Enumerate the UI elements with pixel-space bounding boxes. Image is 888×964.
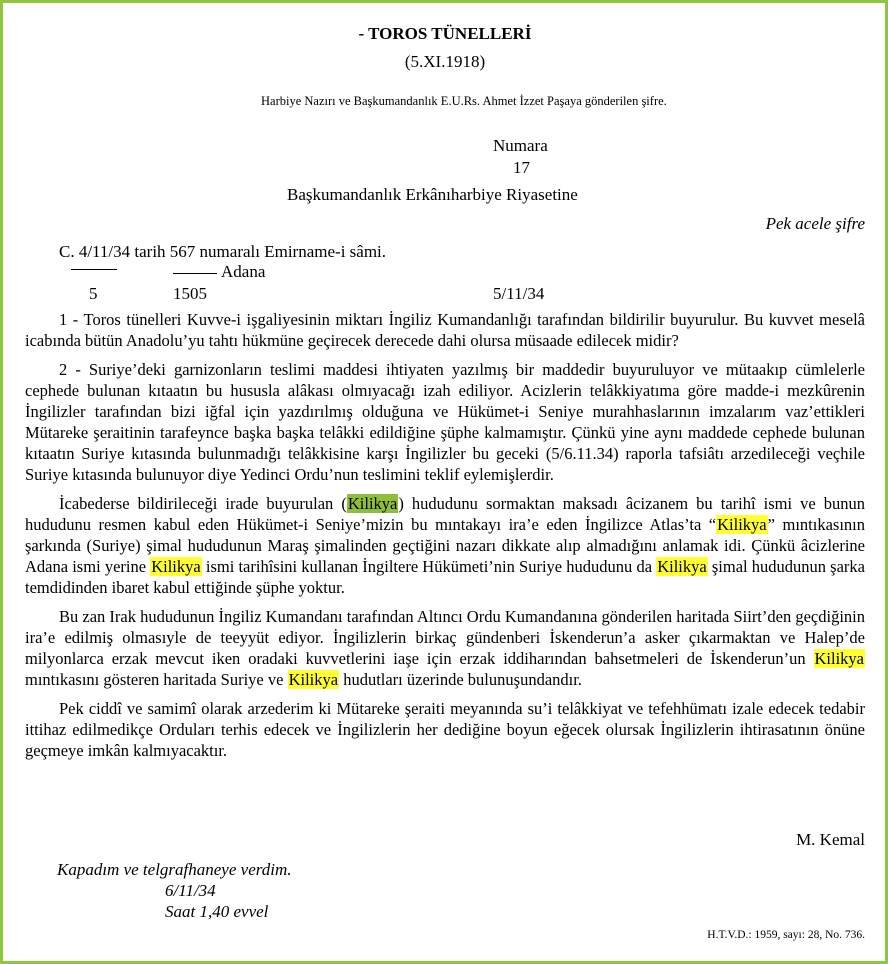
highlight-kilikya[interactable]: Kilikya — [288, 670, 339, 689]
paragraph-2: 2 - Suriye’deki garnizonların teslimi maddesi ihtiyaten yazılmış bir maddedir buyuruluyor ve mütaakıp cümlelerle cephede bulunan kıtaatın bu hususla alâkası olmıyacağı izah ediliyor. Acizlerin telâkkiyatıma göre madde-i mezkûrenin İngilizler tarafından bizi iğfal için yazdırılmış olduğuna ve Hükümet-i Seniye murahhaslarının imzalarım vaz’ettikleri Mütareke şeraitinin tarafeynce başka başka telâkki edildiğine şüphe kalmamıştır. Çünkü yine aynı maddede cephede bulunan kıtaatın Suriye kıtasında bulunmadığı telâkkisine karşı İngilizler bu geceki (5/6.11.34) raporla tafsiâtı arzedileceği veçhile Suriye kıtasında bulunuyor diye Yedinci Ordu’nun teslimini teklif eylemişlerdir. — [25, 360, 865, 484]
highlight-kilikya[interactable]: Kilikya — [151, 557, 201, 576]
paragraph-3-text-e: şimal hududunun şarka temdidinden ibaret kabul ettiğinde şüphe yoktur. — [25, 557, 865, 597]
paragraph-4-text-a: Bu zan Irak hududunun İngiliz Kumandanı tarafından Altıncı Ordu Kumandanına gönderilen haritada Siirt’den geçdiğinin ira’e edilmiş olmasıyle de teeyyüt ediyor. İngilizlerin birkaç gündenberi İskenderun’a asker çıkarmaktan ve Halep’de milyonlarca erzak mevcut iken oradaki kuvvetlerini iaşe için erzak iddiharından bahsetmeleri de İskenderun’un — [25, 607, 865, 668]
paragraph-3-text-c: ” mıntıkasının şarkında (Suriye) şimal hududunun Maraş şimalinden geçtiğini nazarı dikkate alıp almadığını anlamak idi. Çünkü âcizlerine Adana ismi yerine — [25, 515, 865, 576]
reference-line: C. 4/11/34 tarih 567 numaralı Emirname-i sâmi. — [59, 242, 387, 261]
recipient: Başkumandanlık Erkânıharbiye Riyasetine — [287, 185, 578, 204]
signature: M. Kemal — [796, 830, 865, 849]
sender-line: Harbiye Nazırı ve Başkumandanlık E.U.Rs. Ahmet İzzet Paşaya gönderilen şifre. — [261, 94, 667, 108]
paragraph-3-text-b: ) hududunu sormaktan maksadı âcizanem bu tarihî ismi ve bunun hududunu resmen kabul eden Hükümet-i Seniye’mizin bu mıntakayı ira’e eden İngilizce Atlas’ta “ — [25, 494, 865, 534]
reference-number-1: 5 — [89, 284, 98, 303]
highlight-kilikya-selected[interactable]: Kilikya — [347, 494, 398, 513]
closing-date: 6/11/34 — [165, 881, 216, 900]
paragraph-4-text-c: hudutları üzerinde bulunuşundandır. — [339, 670, 582, 689]
document-title: - TOROS TÜNELLERİ — [358, 24, 532, 43]
reference-date: 5/11/34 — [493, 284, 545, 303]
paragraph-3 — [25, 493, 865, 598]
highlight-kilikya[interactable]: Kilikya — [814, 649, 864, 668]
paragraph-5: Pek ciddî ve samimî olarak arzederim ki Mütareke şeraiti meyanında su’i telâkkiyat ve tefehhümatı izale edecek tedabir ittihaz edilmedikçe Orduları terhis edecek ve İngilizlerin her dediğine boyun eğecek olursak İngilizlerin ihtirasatının önüne geçmeye imkân kalmıyacaktır. — [25, 699, 865, 760]
numara-label: Numara — [493, 136, 548, 155]
paragraph-3-text-a: İcabederse bildirileceği irade buyurulan ( — [59, 494, 347, 513]
highlight-kilikya[interactable]: Kilikya — [717, 515, 767, 534]
reference-place-text: Adana — [221, 262, 266, 281]
highlight-kilikya[interactable]: Kilikya — [657, 557, 707, 576]
document-date: (5.XI.1918) — [404, 52, 486, 71]
urgency-note: Pek acele şifre — [765, 214, 865, 233]
paragraph-4 — [25, 606, 865, 690]
closing-time: Saat 1,40 evvel — [165, 902, 269, 921]
document-body — [25, 309, 865, 769]
document-page — [25, 17, 865, 957]
paragraph-4-text-b: mıntıkasını gösteren haritada Suriye ve — [25, 670, 288, 689]
reference-place-bar — [173, 273, 217, 274]
reference-fraction-bar — [71, 269, 117, 270]
reference-place — [173, 261, 265, 282]
source-citation: H.T.V.D.: 1959, sayı: 28, No. 736. — [707, 929, 865, 941]
paragraph-1: 1 - Toros tünelleri Kuvve-i işgaliyesinin miktarı İngiliz Kumandanlığı tarafından bildirilir buyurulur. Bu kuvvet meselâ icabında bütün Anadolu’yu tahtı hükmüne geçirecek derecede dahi olursa müsaade edilecek midir? — [25, 310, 865, 350]
paragraph-3-text-d: ismi tarihîsini kullanan İngiltere Hükümeti’nin Suriye hududunu da — [201, 557, 657, 576]
reference-number-2: 1505 — [173, 284, 207, 303]
numara-value: 17 — [513, 158, 530, 177]
closing-note: Kapadım ve telgrafhaneye verdim. — [57, 860, 292, 879]
